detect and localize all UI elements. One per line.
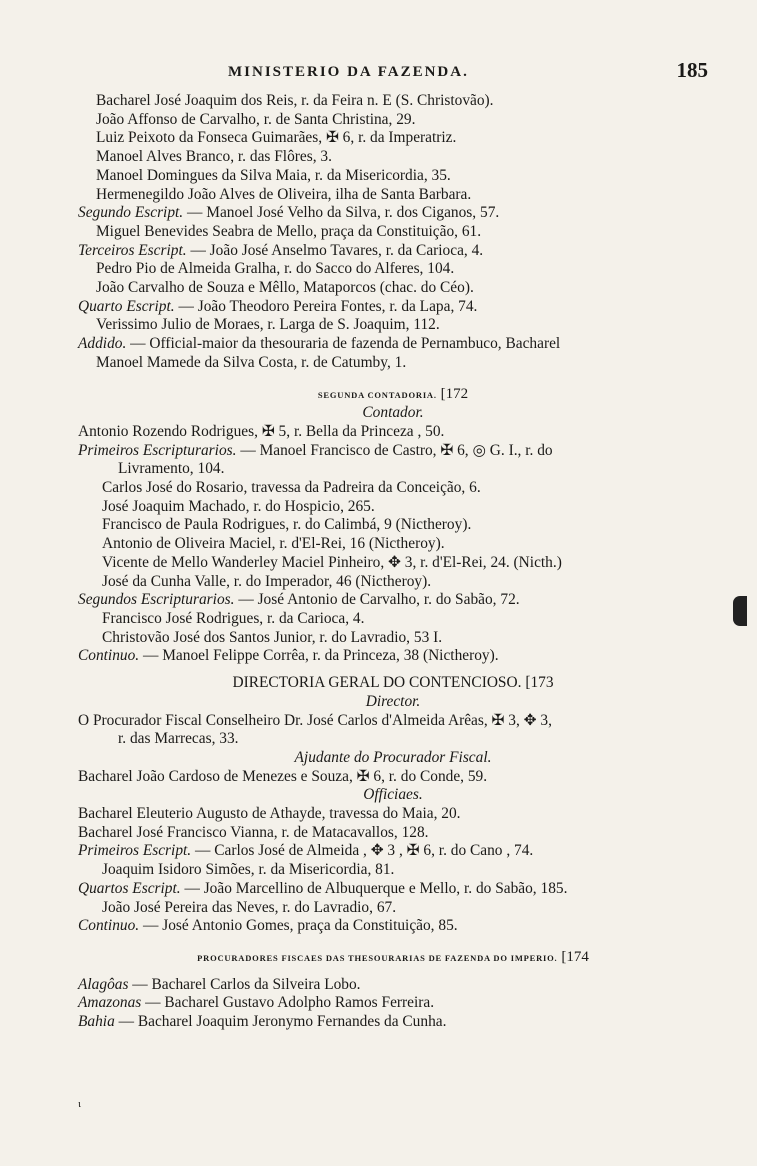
entry-line: Pedro Pio de Almeida Gralha, r. do Sacco do Alferes, 104. [96, 260, 455, 278]
entry-line: Christovão José dos Santos Junior, r. do Lavradio, 53 I. [102, 628, 443, 646]
entry-line: Primeiros Escript. — Carlos José de Almeida , ✥ 3 , ✠ 6, r. do Cano , 74. [78, 842, 534, 860]
entry-line: Miguel Benevides Seabra de Mello, praça da Constituição, 61. [96, 222, 482, 240]
section-heading: DIRECTORIA GERAL DO CONTENCIOSO. [173 [232, 674, 554, 692]
section-subhead: Officiaes. [363, 786, 423, 804]
entry-line: Manoel Alves Branco, r. das Flôres, 3. [96, 148, 332, 166]
role-label: Quarto Escript. [78, 297, 175, 315]
entry-line: Quartos Escript. — João Marcellino de Albuquerque e Mello, r. do Sabão, 185. [78, 879, 568, 897]
section-subhead: Contador. [362, 404, 424, 422]
running-header [78, 58, 708, 92]
margin-thumb-tab [733, 596, 747, 626]
role-label: Continuo. [78, 917, 140, 935]
role-label: Primeiros Escripturarios. [78, 441, 237, 459]
entry-line: Manoel Domingues da Silva Maia, r. da Misericordia, 35. [96, 166, 451, 184]
entry-line: Quarto Escript. — João Theodoro Pereira Fontes, r. da Lapa, 74. [78, 297, 478, 315]
entry-line: José da Cunha Valle, r. do Imperador, 46 (Nictheroy). [102, 572, 432, 590]
role-label: Addido. [78, 335, 127, 353]
entry-line: Joaquim Isidoro Simões, r. da Misericordia, 81. [102, 861, 395, 879]
role-label: Primeiros Escript. [78, 842, 192, 860]
entry-line: Francisco de Paula Rodrigues, r. do Calimbá, 9 (Nictheroy). [102, 516, 472, 534]
entry-line: Luiz Peixoto da Fonseca Guimarães, ✠ 6, r. da Imperatriz. [96, 129, 457, 147]
entry-line: O Procurador Fiscal Conselheiro Dr. José Carlos d'Almeida Arêas, ✠ 3, ✥ 3, [78, 711, 552, 729]
entry-line: Antonio Rozendo Rodrigues, ✠ 5, r. Bella da Princeza , 50. [78, 422, 445, 440]
role-label: Bahia [78, 1013, 115, 1031]
entry-line: Bacharel João Cardoso de Menezes e Souza, ✠ 6, r. do Conde, 59. [78, 767, 488, 785]
section-heading: PROCURADORES FISCAES DAS THESOURARIAS DE FAZENDA DO IMPERIO. [174 [197, 948, 589, 965]
entry-line: José Joaquim Machado, r. do Hospicio, 265. [102, 497, 375, 515]
entry-line: Addido. — Official-maior da thesouraria de fazenda de Pernambuco, Bacharel [78, 335, 561, 353]
entry-line: Hermenegildo João Alves de Oliveira, ilha de Santa Barbara. [96, 185, 472, 203]
margin-mark: ι [78, 1098, 81, 1110]
entry-line: Bacharel Eleuterio Augusto de Athayde, travessa do Maia, 20. [78, 805, 461, 823]
entry-line: r. das Marrecas, 33. [118, 730, 239, 748]
entry-line: Livramento, 104. [118, 460, 225, 478]
page-title: MINISTERIO DA FAZENDA. [228, 64, 469, 80]
entry-line: Continuo. — José Antonio Gomes, praça da Constituição, 85. [78, 917, 458, 935]
role-label: Terceiros Escript. [78, 241, 187, 259]
entry-line: Antonio de Oliveira Maciel, r. d'El-Rei, 16 (Nictheroy). [102, 535, 445, 553]
section-subhead: Ajudante do Procurador Fiscal. [294, 748, 492, 766]
entry-line: Francisco José Rodrigues, r. da Carioca, 4. [102, 609, 365, 627]
section-heading: SEGUNDA CONTADORIA. [172 [317, 385, 469, 402]
entry-line: João Affonso de Carvalho, r. de Santa Christina, 29. [96, 110, 416, 128]
page-number: 185 [676, 58, 708, 82]
entry-line: Segundos Escripturarios. — José Antonio de Carvalho, r. do Sabão, 72. [78, 591, 520, 609]
role-label: Segundos Escripturarios. [78, 591, 235, 609]
role-label: Quartos Escript. [78, 879, 181, 897]
entry-line: Bacharel José Francisco Vianna, r. de Matacavallos, 128. [78, 823, 429, 841]
entry-line: Primeiros Escripturarios. — Manoel Francisco de Castro, ✠ 6, ◎ G. I., r. do [78, 441, 553, 459]
entry-line: João Carvalho de Souza e Mêllo, Mataporcos (chac. do Céo). [96, 279, 474, 297]
entry-line: Amazonas — Bacharel Gustavo Adolpho Ramos Ferreira. [78, 994, 435, 1012]
role-label: Amazonas [78, 994, 142, 1012]
role-label: Alagôas [78, 975, 129, 993]
section-subhead: Director. [365, 692, 421, 710]
role-label: Continuo. [78, 647, 140, 665]
document-page [78, 58, 708, 1032]
entry-line: Verissimo Julio de Moraes, r. Larga de S. Joaquim, 112. [96, 316, 440, 334]
entry-line: Carlos José do Rosario, travessa da Padreira da Conceição, 6. [102, 479, 481, 497]
entry-line: Segundo Escript. — Manoel José Velho da Silva, r. dos Ciganos, 57. [78, 204, 500, 222]
entry-line: Bacharel José Joaquim dos Reis, r. da Feira n. E (S. Christovão). [96, 92, 494, 109]
entry-line: Vicente de Mello Wanderley Maciel Pinheiro, ✥ 3, r. d'El-Rei, 24. (Nicth.) [102, 553, 562, 571]
entry-line: Terceiros Escript. — João José Anselmo Tavares, r. da Carioca, 4. [78, 241, 484, 259]
entry-line: Alagôas — Bacharel Carlos da Silveira Lobo. [78, 975, 361, 993]
entry-line: Continuo. — Manoel Felippe Corrêa, r. da Princeza, 38 (Nictheroy). [78, 647, 499, 665]
role-label: Segundo Escript. [78, 204, 184, 222]
entry-line: João José Pereira das Neves, r. do Lavradio, 67. [102, 898, 397, 916]
entry-line: Bahia — Bacharel Joaquim Jeronymo Fernandes da Cunha. [78, 1013, 447, 1031]
entry-line: Manoel Mamede da Silva Costa, r. de Catumby, 1. [96, 353, 407, 371]
